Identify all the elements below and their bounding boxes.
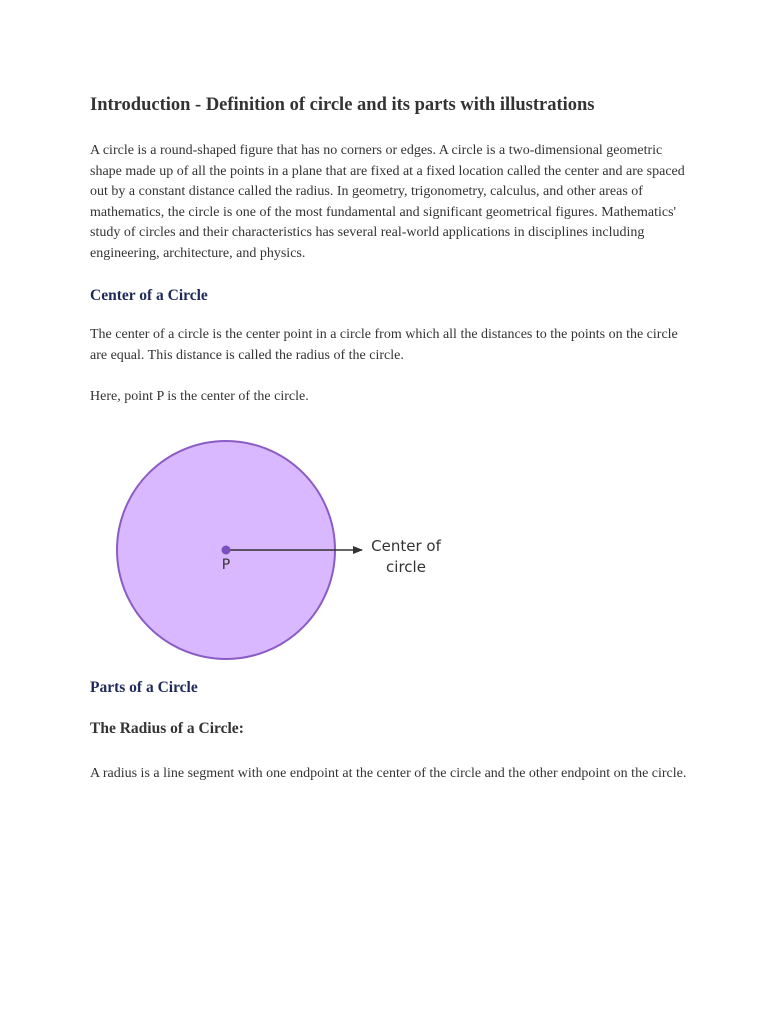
- circle-illustration: [90, 420, 470, 680]
- center-paragraph: The center of a circle is the center point in a circle from which all the distances to the points on the circle are equal. This distance is called the radius of the circle.: [90, 327, 678, 363]
- circle-figure: [90, 420, 470, 680]
- parts-heading: Parts of a Circle: [90, 679, 198, 696]
- center-point-p: [222, 546, 231, 555]
- annotation-line-1: Center of: [371, 537, 441, 555]
- annotation-line-2: circle: [386, 558, 426, 576]
- center-heading: Center of a Circle: [90, 287, 208, 304]
- point-p-label: P: [221, 557, 231, 573]
- radius-paragraph: A radius is a line segment with one endpoint at the center of the circle and the other endpoint on the circle.: [90, 766, 687, 781]
- here-paragraph: Here, point P is the center of the circle.: [90, 389, 309, 404]
- radius-heading: The Radius of a Circle:: [90, 720, 244, 737]
- intro-paragraph: A circle is a round-shaped figure that has no corners or edges. A circle is a two-dimensional geometric shape made up of all the points in a plane that are fixed at a fixed location called the center and are spaced out by a constant distance called the radius. In geometry, trigonometry, calculus, and other areas of mathematics, the circle is one of the most fundamental and significant geometrical figures. Mathematics' study of circles and their characteristics has several real-world applications in disciplines including engineering, architecture, and physics.: [90, 143, 685, 261]
- page-title: Introduction - Definition of circle and its parts with illustrations: [90, 95, 595, 115]
